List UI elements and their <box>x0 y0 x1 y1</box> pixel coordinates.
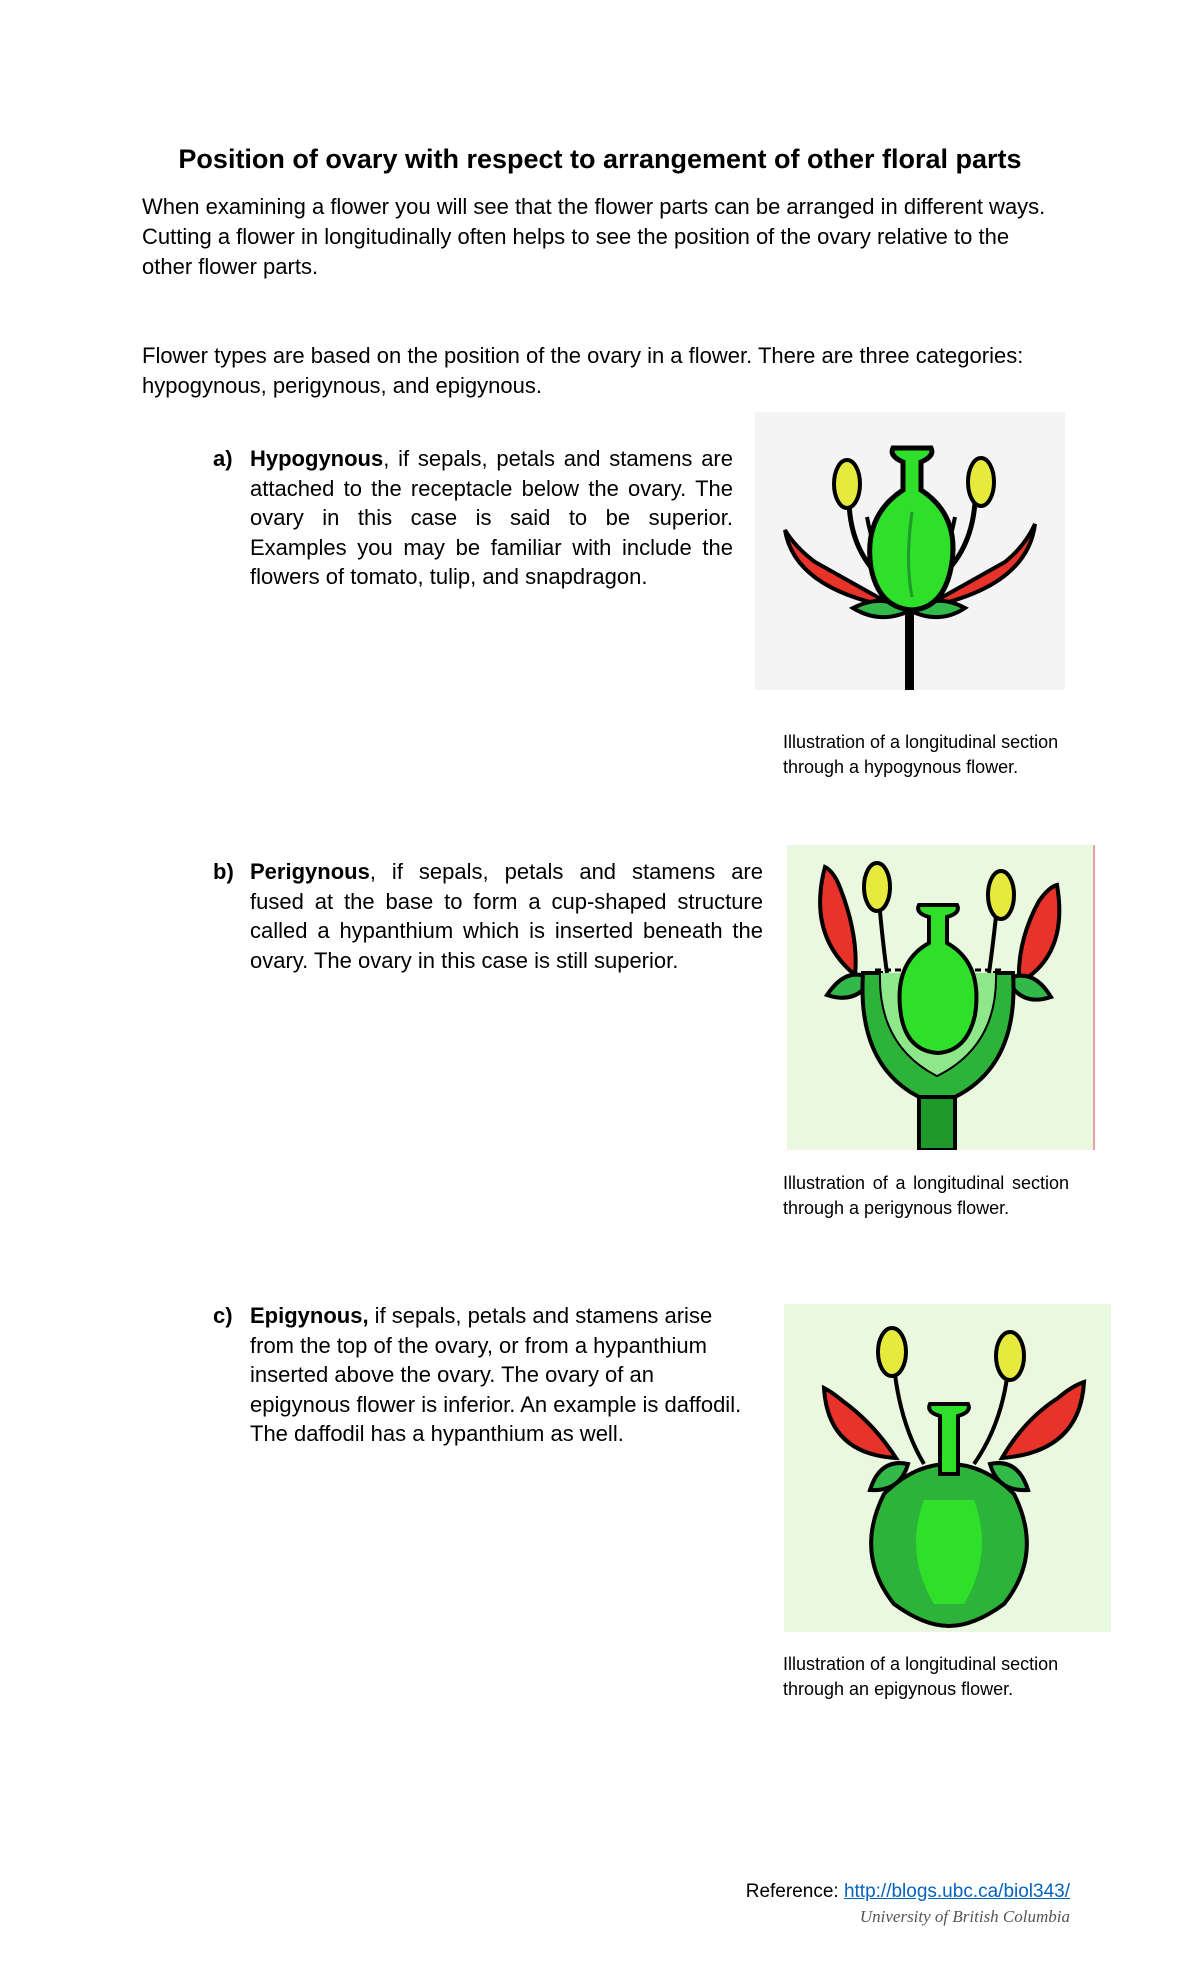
list-item-perigynous <box>213 857 773 977</box>
perigynous-flower-illustration <box>787 845 1095 1150</box>
list-item-hypogynous <box>213 444 733 590</box>
epigynous-flower-illustration <box>784 1304 1111 1632</box>
term-epigynous: Epigynous, <box>250 1303 369 1328</box>
flower-types-paragraph: Flower types are based on the position of the ovary in a flower. There are three categories: hypogynous, perigynous, and epigynous. <box>142 343 1024 398</box>
reference-link[interactable]: http://blogs.ubc.ca/biol343/ <box>843 1881 1070 1902</box>
reference-line <box>700 1880 1070 1904</box>
item-description: , if sepals, petals and stamens are attached to the receptacle below the ovary. The ovary in this case is said to be superior. Examples you may be familiar with include the flowers of tomato, tulip, and snapdragon. <box>250 446 733 590</box>
item-body <box>250 444 733 592</box>
hypogynous-caption: Illustration of a longitudinal section through a hypogynous flower. <box>783 732 1059 777</box>
term-perigynous: Perigynous <box>250 859 370 884</box>
list-item-epigynous <box>213 1301 773 1451</box>
perigynous-caption: Illustration of a longitudinal section through a perigynous flower. <box>783 1173 1069 1218</box>
item-body <box>250 857 763 975</box>
epigynous-caption: Illustration of a longitudinal section through an epigynous flower. <box>783 1654 1059 1699</box>
reference-label: Reference: <box>745 1881 844 1902</box>
item-body <box>250 1301 750 1449</box>
term-hypogynous: Hypogynous <box>250 446 384 471</box>
hypogynous-flower-illustration <box>755 412 1065 690</box>
item-description: if sepals, petals and stamens arise from the top of the ovary, or from a hypanthium inserted above the ovary. The ovary of an epigynous flower is inferior. An example is daffodil. The daffodil has a hypanthium as well. <box>250 1303 742 1447</box>
item-description: , if sepals, petals and stamens are fused at the base to form a cup-shaped structure called a hypanthium which is inserted beneath the ovary. The ovary in this case is still superior. <box>250 859 763 973</box>
page-title: Position of ovary with respect to arrangement of other floral parts <box>178 144 1022 174</box>
intro-paragraph: When examining a flower you will see that the flower parts can be arranged in different ways. Cutting a flower in longitudinally often helps to see the position of the ovary relative to the other flower parts. <box>142 194 1046 279</box>
list-marker: a) <box>213 446 233 471</box>
list-marker: c) <box>213 1303 233 1328</box>
list-marker: b) <box>213 859 234 884</box>
institution-name: University of British Columbia <box>859 1907 1070 1926</box>
